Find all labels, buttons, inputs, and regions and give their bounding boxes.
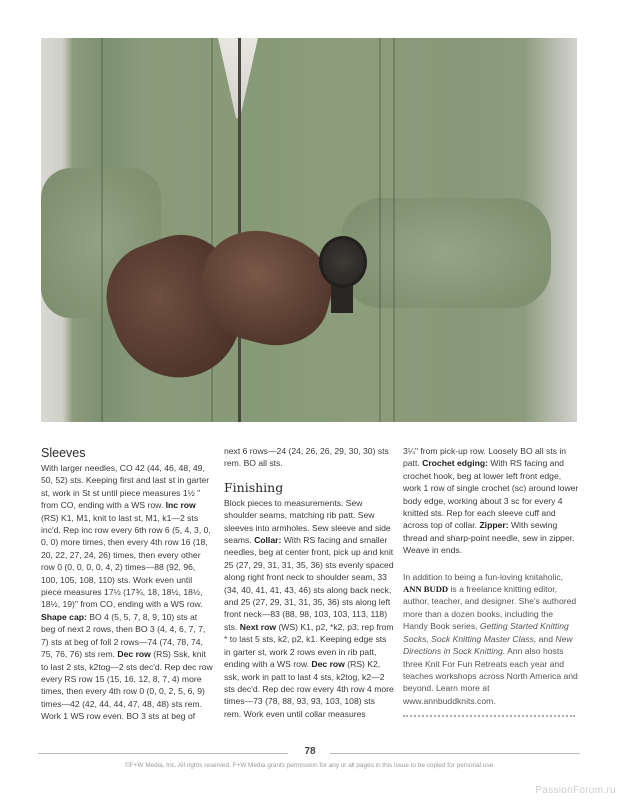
designer-bio: In addition to being a fun-loving knitaholic, ANN BUDD is a freelance knitting editor, author, teacher, and designer. She's authored more than a dozen books, including the Handy Book series, Getting Started Knitting Socks, Sock Knitting Master Class, and New Directions in Sock Knitting. Ann also hosts three Knit For Fun Retreats each year and teaches workshops across North America and beyond. Learn more at www.annbuddknits.com. [403, 571, 578, 706]
designer-name: ANN BUDD [403, 584, 449, 595]
finishing-paragraph: Block pieces to measurements. Sew shoulder seams, matching rib patt. Sew sleeves into armholes. Sew sleeve and side seams. Collar: With RS facing and smaller needles, beg at center front, pick up and knit 25 (27, 29, 31, 31, 35, 36) sts evenly spaced along right front neck to shoulder seam, 33 (34, 40, 41, 41, 43, 46) sts along back neck, and 25 (27, 29, 31, 31, 35, 36) sts along left front neck—83 (88, 98, 103, 103, 113, 118) sts. Next row (WS) K1, p2, *k2, p3; rep from * to last 5 sts, k2, p2, k1. Keeping edge sts in garter st, work 2 rows even in rib patt, ending with a WS row. Dec row (RS) K2, ssk, work in patt to last 4 sts, k2tog, k2—2 sts dec'd. Rep dec row every 4th row 4 more times—73 (78, 88, 93, 93, 103, 108) sts rem. Work even until collar measures [224, 497, 394, 719]
sweater-photo [41, 38, 577, 422]
section-heading-finishing: Finishing [224, 479, 284, 495]
column-finishing [224, 445, 394, 720]
copyright-notice: ©F+W Media, Inc. All rights reserved. F+W Media grants permission for any or all pages in this issue to be copied for personal use. [125, 762, 495, 769]
inline-label: Inc row [165, 500, 196, 511]
inline-label: Collar: [254, 535, 282, 546]
column-sleeves [41, 445, 213, 723]
dotted-divider [403, 715, 575, 717]
rib-line [101, 38, 103, 422]
inline-label: Shape cap: [41, 611, 87, 622]
section-heading-sleeves: Sleeves [41, 446, 86, 460]
inline-label: Zipper: [479, 520, 509, 531]
book-title: New Directions in Sock Knitting. [403, 633, 573, 657]
rib-line [393, 38, 395, 422]
footer-rule-left [38, 753, 288, 754]
sleeves-paragraph: With larger needles, CO 42 (44, 46, 48, 49, 50, 52) sts. Keeping first and last st in garter st, work in St st until piece measures 1½ " from CO, ending with a WS row. Inc row (RS) K1, M1, knit to last st, M1, k1—2 sts inc'd. Rep inc row every 6th row 6 (5, 4, 3, 0, 0, 0) more times, then every 4th row 16 (18, 20, 22, 27, 24, 26) times, then every other row 0 (0, 0, 0, 0, 4, 2) times—88 (92, 96, 100, 105, 108, 110) sts. Work even until piece measures 17½ (17¾, 18, 18½, 18½, 18½, 19)" from CO, ending with a WS row. Shape cap: BO 4 (5, 5, 7, 8, 9, 10) sts at beg of next 2 rows, then BO 3 (4, 4, 6, 7, 7, 7) sts at beg of foll 2 rows—74 (74, 78, 74, 75, 76, 76) sts rem. Dec row (RS) Ssk, knit to last 2 sts, k2tog—2 sts dec'd. Rep dec row every RS row 15 (15, 16, 12, 8, 7, 4) more times, then every 4th row 0 (0, 0, 2, 5, 6, 9) times—42 (42, 44, 44, 47, 48, 48) sts rem. Work 1 WS row even. BO 3 sts at beg of [41, 463, 213, 722]
book-title: Getting Started Knitting Socks, Sock Knitting Master Class, [403, 621, 569, 644]
sleeves-continued: next 6 rows—24 (24, 26, 26, 29, 30, 30) sts rem. BO all sts. [224, 446, 389, 469]
inline-label: Crochet edging: [422, 458, 488, 469]
inline-label: Dec row [117, 649, 151, 660]
inline-label: Next row [239, 621, 277, 632]
page-number: 78 [304, 746, 316, 757]
zipper-shape [238, 38, 241, 422]
finishing-continued: 3¼" from pick-up row. Loosely BO all sts in patt. Crochet edging: With RS facing and crochet hook, beg at lower left front edge, work 1 row of single crochet (sc) around lower body edge, working about 3 sc for every 4 knitted sts. Rep for each sleeve cuff and across top of collar. Zipper: With sewing thread and sharp-point needle, sew in zipper. Weave in ends. [403, 446, 579, 556]
rib-line [379, 38, 381, 422]
column-finishing-cont [403, 445, 579, 717]
inline-label: Dec row [311, 659, 345, 670]
watermark: PassionForum.ru [535, 785, 616, 796]
footer-rule-right [330, 753, 580, 754]
watch-icon [319, 236, 367, 288]
right-sleeve-shape [341, 198, 551, 308]
